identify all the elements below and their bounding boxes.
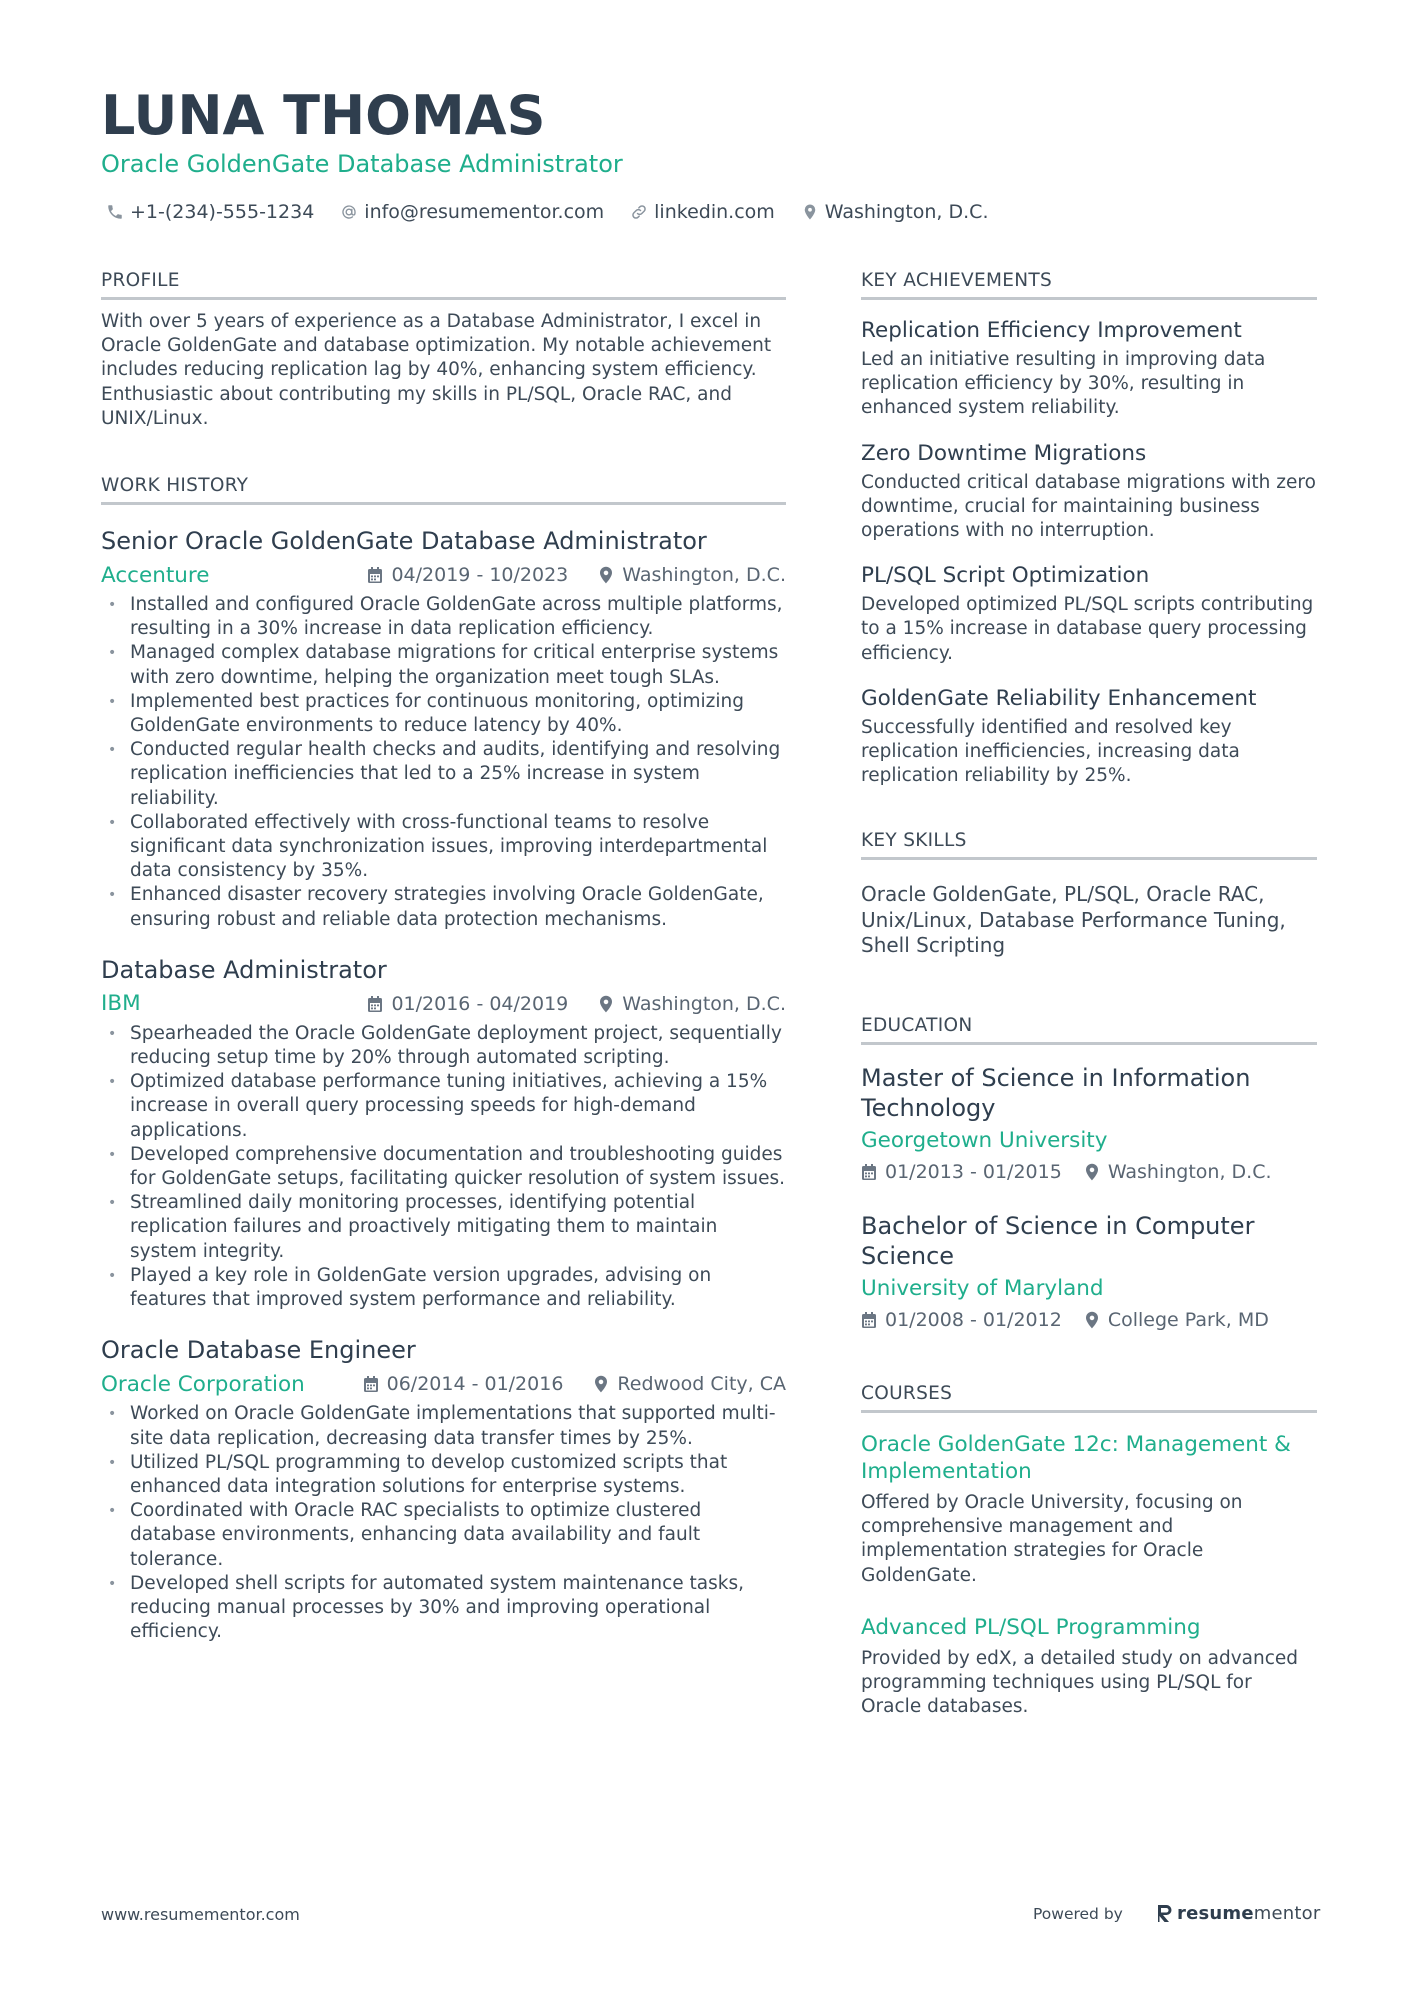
achievement-title: Zero Downtime Migrations xyxy=(861,440,1147,466)
contact-linkedin[interactable] xyxy=(630,201,775,223)
education-location xyxy=(1084,1309,1269,1331)
achievement-item xyxy=(861,316,1317,421)
job-bullet: • Enhanced disaster recovery strategies involving Oracle GoldenGate, ensuring robust and reliable data protection mechanisms. xyxy=(101,883,786,931)
contact-location-text: Washington, D.C. xyxy=(824,201,989,223)
job-bullet: • Played a key role in GoldenGate version upgrades, advising on features that improved system performance and reliability. xyxy=(101,1264,786,1312)
job-dates-text: 04/2019 - 10/2023 xyxy=(391,564,569,587)
candidate-name: LUNA THOMAS xyxy=(101,84,546,147)
job-bullet: • Managed complex database migrations for critical enterprise systems with zero downtime, helping the organization meet tough SLAs. xyxy=(101,641,786,689)
achievement-desc: Conducted critical database migrations with zero downtime, crucial for maintaining business operations with no interruption. xyxy=(861,471,1316,542)
education-dates-text: 01/2013 - 01/2015 xyxy=(885,1160,1062,1183)
education-item xyxy=(861,1063,1317,1187)
job-location xyxy=(593,1373,786,1395)
job-location-text: Washington, D.C. xyxy=(622,564,786,587)
achievement-desc: Led an initiative resulting in improving data replication efficiency by 30%, resulting in enhanced system reliability. xyxy=(861,349,1266,419)
profile-text: With over 5 years of experience as a Database Administrator, I excel in Oracle GoldenGate and database optimization. My notable achievement includes reducing replication lag by 40%, enhancing system efficiency. Enthusiastic about contributing my skills in PL/SQL, Oracle RAC, and UNIX/Linux. xyxy=(101,311,772,429)
contact-phone xyxy=(106,201,314,223)
education-heading: EDUCATION xyxy=(861,1013,1317,1045)
job-entry xyxy=(101,954,786,1312)
link-icon xyxy=(630,203,648,221)
profile-section xyxy=(101,268,786,431)
job-dates xyxy=(367,993,568,1015)
job-bullet: • Worked on Oracle GoldenGate implementations that supported multi-site data replication, decreasing data transfer times by 25%. xyxy=(101,1402,786,1450)
job-location xyxy=(598,564,786,586)
job-location xyxy=(598,993,786,1015)
brand-logo[interactable] xyxy=(1156,1898,1320,1928)
education-meta xyxy=(861,1305,1317,1335)
contact-email[interactable] xyxy=(340,201,604,223)
job-bullet: • Utilized PL/SQL programming to develop customized scripts that enhanced data integration solutions for enterprise systems. xyxy=(101,1451,786,1499)
location-pin-icon xyxy=(598,995,614,1013)
right-column xyxy=(861,268,1317,1719)
achievement-title: Replication Efficiency Improvement xyxy=(861,318,1242,343)
job-dates-text: 06/2014 - 01/2016 xyxy=(386,1373,564,1396)
brand-name xyxy=(1177,1903,1320,1924)
job-bullet: • Spearheaded the Oracle GoldenGate deployment project, sequentially reducing setup time by 20% through automated scripting. xyxy=(101,1022,786,1070)
job-title: Database Administrator xyxy=(101,955,387,984)
course-title: Oracle GoldenGate 12c: Management & Implementation xyxy=(861,1431,1291,1484)
job-bullets xyxy=(101,1022,786,1312)
degree-title: Bachelor of Science in Computer Science xyxy=(861,1211,1255,1270)
course-desc: Provided by edX, a detailed study on advanced programming techniques using PL/SQL for Oracle databases. xyxy=(861,1647,1299,1718)
achievement-title: GoldenGate Reliability Enhancement xyxy=(861,685,1257,711)
job-bullets xyxy=(101,1402,786,1644)
course-item xyxy=(861,1431,1317,1588)
course-desc: Offered by Oracle University, focusing on comprehensive management and implementation strategies for Oracle GoldenGate. xyxy=(861,1491,1243,1586)
education-dates xyxy=(861,1161,1062,1183)
brand-name-light: mentor xyxy=(1253,1902,1321,1924)
left-column xyxy=(101,268,786,1644)
job-meta xyxy=(101,1368,786,1400)
calendar-icon xyxy=(367,566,383,584)
course-item xyxy=(861,1614,1317,1720)
resumementor-logo-icon xyxy=(1156,1902,1173,1924)
work-history-section xyxy=(101,473,786,1644)
job-bullet: • Conducted regular health checks and audits, identifying and resolving replication inefficiencies that led to a 25% increase in system reliability. xyxy=(101,738,786,811)
location-pin-icon xyxy=(801,203,819,221)
achievements-heading: KEY ACHIEVEMENTS xyxy=(861,268,1317,300)
skills-text: Oracle GoldenGate, PL/SQL, Oracle RAC, Unix/Linux, Database Performance Tuning, Shell Scripting xyxy=(861,882,1286,958)
job-entry xyxy=(101,1334,786,1644)
location-pin-icon xyxy=(598,566,614,584)
contact-bar xyxy=(106,198,1015,226)
job-bullets xyxy=(101,593,786,932)
calendar-icon xyxy=(861,1163,877,1181)
job-title: Oracle Database Engineer xyxy=(101,1336,416,1365)
skills-section xyxy=(861,828,1317,959)
achievement-desc: Successfully identified and resolved key replication inefficiencies, increasing data replication reliability by 25%. xyxy=(861,716,1240,787)
education-dates xyxy=(861,1309,1062,1331)
job-dates xyxy=(367,564,568,586)
course-title: Advanced PL/SQL Programming xyxy=(861,1614,1201,1640)
calendar-icon xyxy=(861,1311,877,1329)
skills-heading: KEY SKILLS xyxy=(861,828,1317,860)
courses-heading: COURSES xyxy=(861,1381,1317,1413)
job-bullet: • Developed comprehensive documentation and troubleshooting guides for GoldenGate setups, facilitating quicker resolution of system issues. xyxy=(101,1143,786,1191)
achievement-title: PL/SQL Script Optimization xyxy=(861,563,1150,589)
education-item xyxy=(861,1211,1317,1335)
job-bullet: • Installed and configured Oracle GoldenGate across multiple platforms, resulting in a 30% increase in data replication efficiency. xyxy=(101,593,786,641)
powered-by-label: Powered by xyxy=(1033,1905,1123,1923)
calendar-icon xyxy=(367,995,383,1013)
location-pin-icon xyxy=(1084,1163,1100,1181)
achievement-item xyxy=(861,561,1317,666)
job-bullet: • Streamlined daily monitoring processes, identifying potential replication failures and proactively mitigating them to maintain system integrity. xyxy=(101,1191,786,1264)
job-bullet: • Optimized database performance tuning initiatives, achieving a 15% increase in overall query processing speeds for high-demand applications. xyxy=(101,1070,786,1143)
achievement-item xyxy=(861,439,1317,544)
brand-name-bold: resume xyxy=(1177,1902,1254,1924)
contact-email-text: info@resumementor.com xyxy=(364,201,605,223)
school-name: Georgetown University xyxy=(861,1127,1108,1153)
education-dates-text: 01/2008 - 01/2012 xyxy=(885,1308,1062,1331)
job-dates xyxy=(363,1373,564,1395)
job-bullet: • Developed shell scripts for automated system maintenance tasks, reducing manual processes by 30% and improving operational efficiency. xyxy=(101,1572,786,1645)
phone-icon xyxy=(106,203,124,221)
job-location-text: Washington, D.C. xyxy=(622,992,786,1015)
job-bullet: • Coordinated with Oracle RAC specialists to optimize clustered database environments, enhancing data availability and fault tolerance. xyxy=(101,1499,786,1572)
job-entry xyxy=(101,525,786,932)
degree-title: Master of Science in Information Technology xyxy=(861,1063,1251,1122)
contact-linkedin-text: linkedin.com xyxy=(654,201,775,223)
job-meta xyxy=(101,559,786,591)
company-name: IBM xyxy=(101,991,141,1017)
education-section xyxy=(861,1013,1317,1335)
job-bullet: • Implemented best practices for continuous monitoring, optimizing GoldenGate environments to reduce latency by 40%. xyxy=(101,690,786,738)
courses-section xyxy=(861,1381,1317,1719)
education-meta xyxy=(861,1157,1317,1187)
education-location xyxy=(1084,1161,1272,1183)
at-icon xyxy=(340,203,358,221)
footer-website-link[interactable]: www.resumementor.com xyxy=(101,1905,300,1924)
work-history-heading: WORK HISTORY xyxy=(101,473,786,505)
location-pin-icon xyxy=(1084,1311,1100,1329)
job-title: Senior Oracle GoldenGate Database Administrator xyxy=(101,527,707,556)
candidate-role: Oracle GoldenGate Database Administrator xyxy=(101,150,623,178)
school-name: University of Maryland xyxy=(861,1275,1104,1301)
contact-location xyxy=(801,201,989,223)
job-bullet: • Collaborated effectively with cross-functional teams to resolve significant data synchronization issues, improving interdepartmental data consistency by 35%. xyxy=(101,811,786,884)
location-pin-icon xyxy=(593,1375,609,1393)
company-name: Oracle Corporation xyxy=(101,1371,305,1397)
achievement-desc: Developed optimized PL/SQL scripts contributing to a 15% increase in database query processing efficiency. xyxy=(861,594,1314,664)
contact-phone-text: +1-(234)-555-1234 xyxy=(130,201,315,223)
achievements-section xyxy=(861,268,1317,788)
calendar-icon xyxy=(363,1375,379,1393)
achievement-item xyxy=(861,684,1317,789)
job-meta xyxy=(101,988,786,1020)
profile-heading: PROFILE xyxy=(101,268,786,300)
job-dates-text: 01/2016 - 04/2019 xyxy=(391,992,569,1015)
job-location-text: Redwood City, CA xyxy=(617,1373,786,1396)
company-name: Accenture xyxy=(101,562,210,588)
education-location-text: College Park, MD xyxy=(1107,1308,1269,1331)
education-location-text: Washington, D.C. xyxy=(1107,1160,1272,1183)
